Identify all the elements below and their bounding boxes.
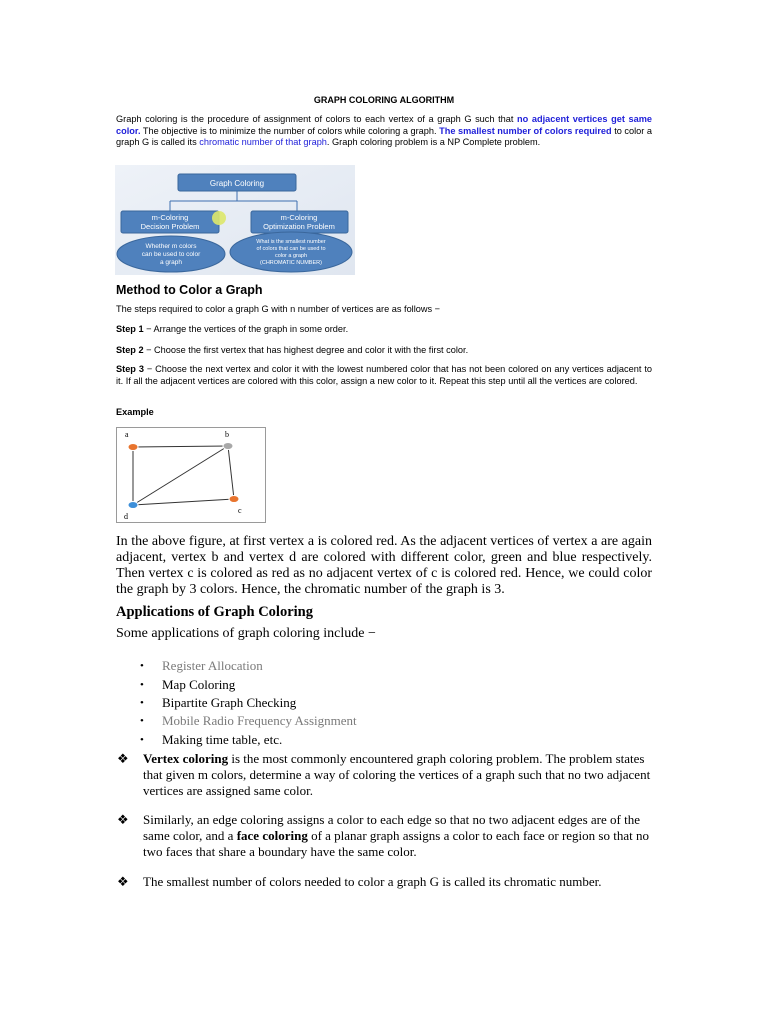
vertex-b [223, 443, 233, 450]
step-3-label: Step 3 [116, 364, 144, 374]
list-item-time-table: Making time table, etc. [162, 732, 283, 747]
diagram-left-ellipse-line3: a graph [159, 259, 183, 266]
point-edge-face-coloring [143, 812, 653, 860]
intro-text-7: . Graph coloring problem is a NP Complete problem. [326, 137, 541, 147]
face-coloring-text: of a planar graph assigns a color to each face or region so that no two faces that share a boundary have the same color. [143, 828, 649, 859]
diagram-right-box-line2: Optimization Problem [263, 222, 335, 231]
intro-highlight-smallest: The smallest number of colors required [439, 125, 612, 136]
step-2-text: − Choose the first vertex that has highest degree and color it with the first color. [143, 345, 469, 355]
diamond-bullet-icon: ❖ [117, 812, 129, 827]
vertex-c-label: c [238, 506, 242, 515]
face-coloring-term: face coloring [236, 828, 308, 843]
example-graph-frame [117, 428, 266, 523]
intro-paragraph [116, 114, 652, 149]
diagram-root-label: Graph Coloring [209, 179, 265, 188]
explanation-paragraph: In the above figure, at first vertex a is colored red. As the adjacent vertices of vertex a are again adjacent, vertex b and vertex d are colored with different color, green and blue respectively. Then vertex c is colored as red as no adjacent vertex of c is colored red. Hence, we could color the graph by 3 colors. Hence, the chromatic number of the graph is 3. [116, 534, 652, 597]
diagram-left-ellipse-line2: can be used to color [141, 251, 201, 258]
step-3-text: − Choose the next vertex and color it with the lowest numbered color that has not been colored on any vertices adjacent to it. If all the adjacent vertices are colored with this color, assign a new color to it. Repeat this step until all the vertices are colored. [116, 364, 652, 386]
graph-coloring-diagram [115, 165, 355, 275]
list-item-bipartite: Bipartite Graph Checking [162, 695, 297, 710]
vertex-coloring-term: Vertex coloring [143, 751, 229, 766]
diagram-left-box-line1: m-Coloring [151, 213, 189, 222]
diagram-right-box-line1: m-Coloring [280, 213, 318, 222]
diagram-left-ellipse-line1: Whether m colors [145, 243, 197, 250]
point-vertex-coloring [143, 751, 653, 799]
step-1-label: Step 1 [116, 324, 144, 334]
intro-link-chromatic[interactable]: chromatic number of that graph [199, 137, 327, 147]
method-heading: Method to Color a Graph [116, 283, 263, 297]
edge-coloring-text: Similarly, an edge coloring assigns a color to each edge so that no two adjacent edges are of the same color, and a [143, 812, 640, 843]
vertex-coloring-text: is the most commonly encountered graph coloring problem. The problem states that given m colors, determine a way of coloring the vertices of a graph such that no two adjacent vertices are assigned same color. [143, 751, 651, 798]
diamond-bullet-icon: ❖ [117, 751, 129, 766]
diagram-right-ellipse-line4: (CHROMATIC NUMBER) [260, 260, 322, 266]
list-item-register-allocation[interactable]: Register Allocation [162, 658, 263, 673]
vertex-a-label: a [125, 430, 129, 439]
list-item-mobile-radio[interactable]: Mobile Radio Frequency Assignment [162, 713, 357, 728]
bullet-icon: • [140, 697, 144, 709]
bullet-icon: • [140, 715, 144, 727]
step-1 [116, 324, 652, 336]
intro-highlight-no-adjacent: no adjacent vertices get same color. [116, 114, 653, 136]
step-3 [116, 364, 652, 387]
vertex-b-label: b [225, 430, 229, 439]
page-title: GRAPH COLORING ALGORITHM [313, 95, 455, 105]
diagram-right-ellipse [230, 232, 352, 272]
diamond-bullet-icon: ❖ [117, 874, 129, 889]
diagram-right-ellipse-line3: color a graph [274, 253, 308, 259]
cursor-highlight-dot [212, 211, 226, 225]
applications-lead: Some applications of graph coloring include − [116, 626, 376, 641]
bullet-icon: • [140, 679, 144, 691]
vertex-d [128, 502, 138, 509]
example-graph [116, 427, 266, 523]
step-2-label: Step 2 [116, 345, 144, 355]
example-label: Example [116, 407, 154, 417]
step-2 [116, 345, 652, 357]
point-chromatic-number: The smallest number of colors needed to color a graph G is called its chromatic number. [143, 874, 602, 889]
bullet-icon: • [140, 734, 144, 746]
applications-heading: Applications of Graph Coloring [116, 604, 313, 620]
diagram-right-ellipse-line2: of colors that can be used to [256, 246, 326, 252]
intro-text-1: Graph coloring is the procedure of assignment of colors to each vertex of a graph G such that [116, 114, 518, 124]
diagram-left-box-line2: Decision Problem [140, 222, 200, 231]
vertex-d-label: d [124, 512, 128, 521]
list-item-map-coloring: Map Coloring [162, 677, 236, 692]
diagram-right-ellipse-line1: What is the smallest number [256, 239, 326, 245]
step-1-text: − Arrange the vertices of the graph in some order. [143, 324, 349, 334]
intro-text-3: The objective is to minimize the number of colors while coloring a graph. [140, 125, 440, 136]
intro-text-5: to color a graph G is called its [116, 125, 652, 147]
method-lead: The steps required to color a graph G with n number of vertices are as follows − [116, 304, 441, 314]
bullet-icon: • [140, 660, 144, 672]
vertex-a [128, 444, 138, 451]
vertex-c [229, 496, 239, 503]
